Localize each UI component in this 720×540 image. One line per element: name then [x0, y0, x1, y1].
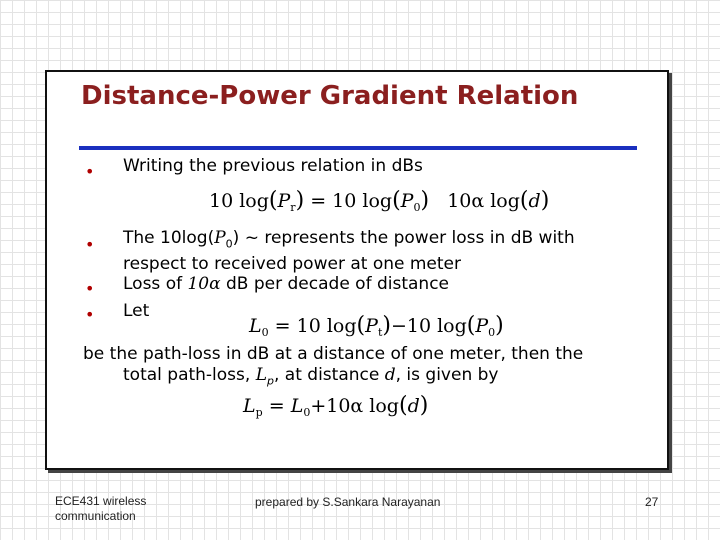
equation-total-path-loss: $L_p = L_0+10\alpha$ log(d): [243, 393, 429, 419]
footer-course: ECE431 wireless communication: [55, 494, 147, 523]
slide-frame: [45, 70, 669, 470]
bullet-3-text: Loss of 10α dB per decade of distance: [123, 274, 450, 294]
slide-title: Distance-Power Gradient Relation: [81, 81, 579, 111]
bullet-4-text: Let: [123, 301, 150, 321]
equation-reference-loss: $L_0 = 10$ $\log(P_t)-10$ $\log(P_0)$: [249, 313, 504, 339]
bullet-1-text: Writing the previous relation in dBs: [123, 156, 423, 176]
path-loss-paragraph: be the path-loss in dB at a distance of one meter, then the total path-loss, $L_p$, at distance d, is given by: [83, 344, 584, 388]
bullet-marker: •: [85, 235, 95, 254]
footer-author: prepared by S.Sankara Narayanan: [255, 495, 441, 509]
bullet-marker: •: [85, 279, 95, 298]
equation-received-power-db: 10 $\log(P_r) = 10$ $\log(P_0)$ 10α log(d): [209, 188, 550, 214]
bullet-marker: •: [85, 305, 95, 324]
page-number: 27: [645, 495, 659, 509]
bullet-marker: •: [85, 162, 95, 181]
title-underline: [79, 146, 637, 150]
bullet-2-text: The $10\log(P_0)$ ~ represents the power loss in dB with respect to received power at one meter: [123, 228, 575, 275]
